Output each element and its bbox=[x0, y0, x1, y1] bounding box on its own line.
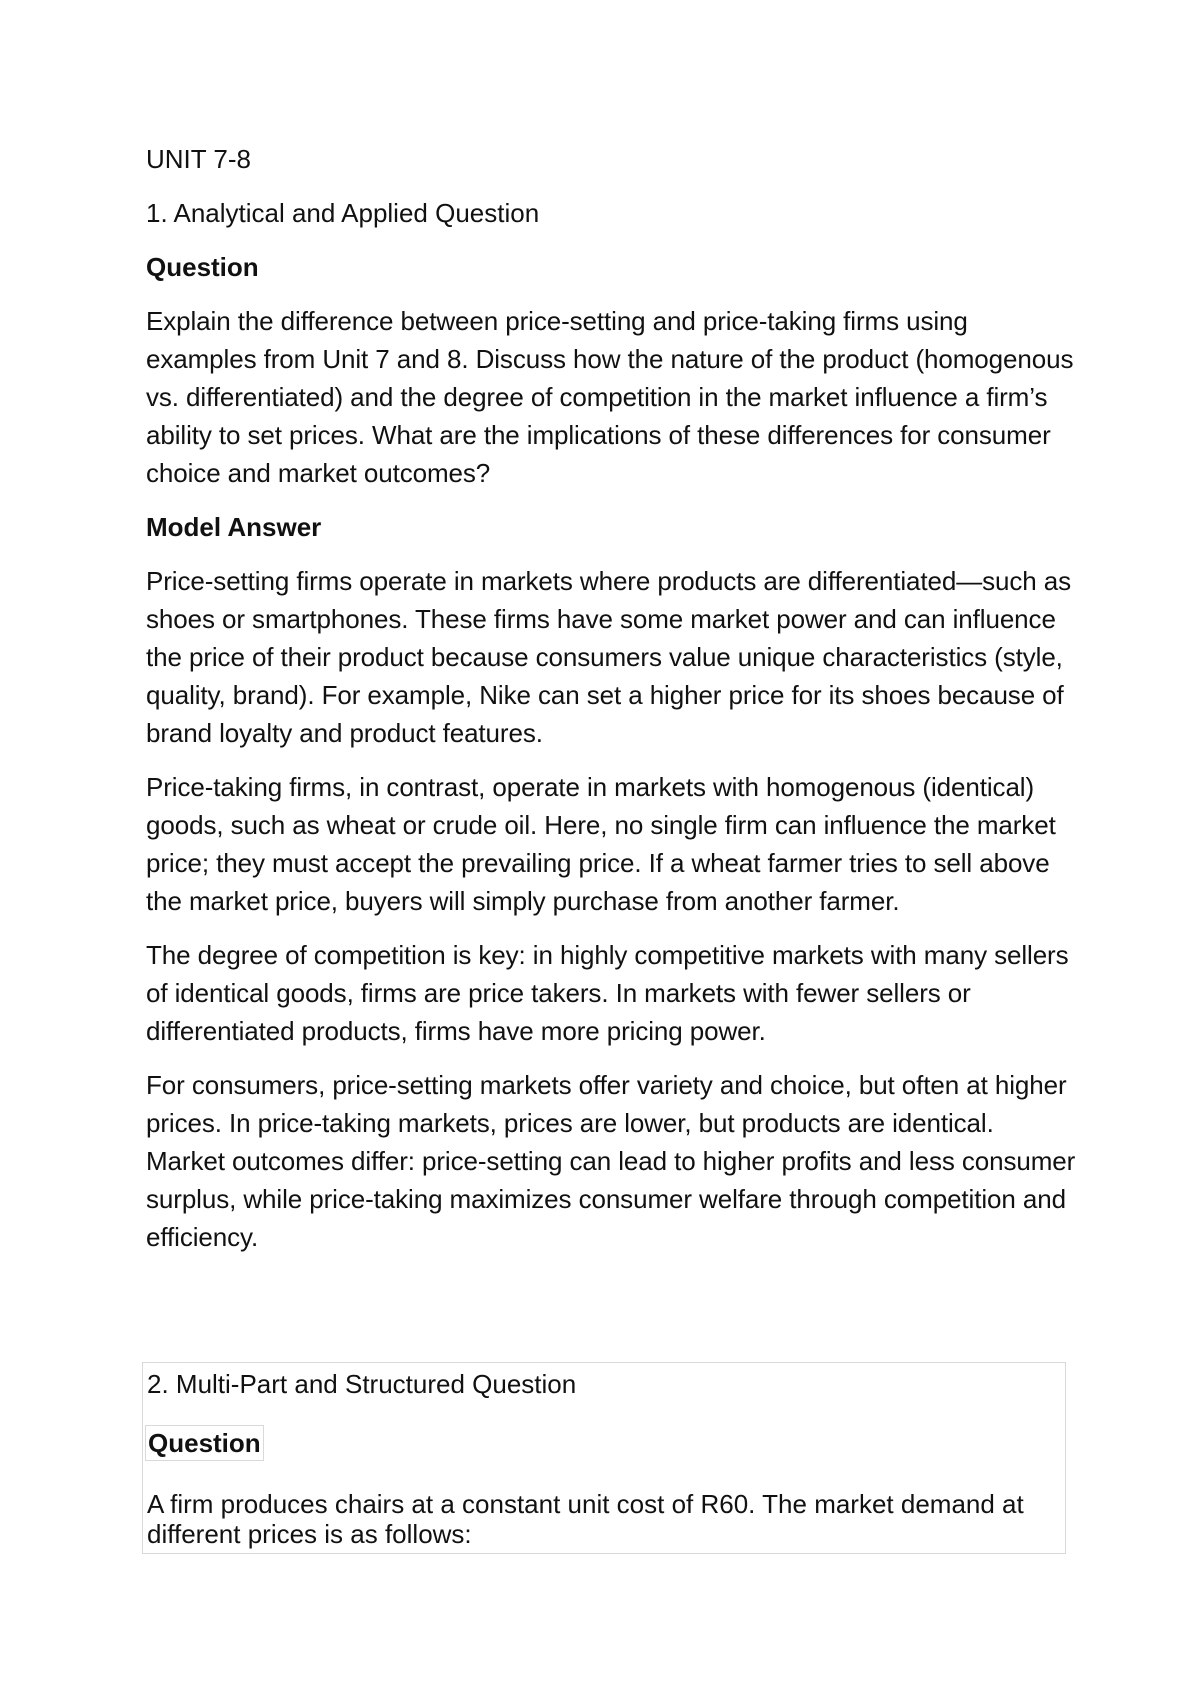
answer-paragraph-3: The degree of competition is key: in highly competitive markets with many sellers of identical goods, firms are price takers. In markets with fewer sellers or differentiated products, firms have more pricing power. bbox=[146, 940, 1069, 1046]
q1-title: 1. Analytical and Applied Question bbox=[146, 198, 540, 228]
q2-question-text: A firm produces chairs at a constant unit cost of R60. The market demand at different prices is as follows: bbox=[147, 1489, 1024, 1549]
q2-title: 2. Multi-Part and Structured Question bbox=[147, 1369, 577, 1399]
q1-question-text: Explain the difference between price-setting and price-taking firms using examples from Unit 7 and 8. Discuss how the nature of the product (homogenous vs. differentiated) and the degree of competition in the market influence a firm’s ability to set prices. What are the implications of these differences for consumer choice and market outcomes? bbox=[146, 306, 1074, 488]
q1-question-label: Question bbox=[146, 252, 259, 282]
answer-paragraph-1: Price-setting firms operate in markets where products are differentiated—such as shoes or smartphones. These firms have some market power and can influence the price of their product because consumers value unique characteristics (style, quality, brand). For example, Nike can set a higher price for its shoes because of brand loyalty and product features. bbox=[146, 566, 1072, 748]
q1-answer-label: Model Answer bbox=[146, 512, 322, 542]
q2-box bbox=[142, 1362, 1066, 1554]
answer-paragraph-2: Price-taking firms, in contrast, operate in markets with homogenous (identical) goods, such as wheat or crude oil. Here, no single firm can influence the market price; they must accept the prevailing price. If a wheat farmer tries to sell above the market price, buyers will simply purchase from another farmer. bbox=[146, 772, 1056, 916]
answer-paragraph-4: For consumers, price-setting markets offer variety and choice, but often at higher prices. In price-taking markets, prices are lower, but products are identical. Market outcomes differ: price-setting can lead to higher profits and less consumer surplus, while price-taking maximizes consumer welfare through competition and efficiency. bbox=[146, 1070, 1076, 1252]
document-page bbox=[146, 140, 1076, 1272]
unit-title: UNIT 7-8 bbox=[146, 144, 251, 174]
q2-question-label: Question bbox=[145, 1425, 264, 1461]
